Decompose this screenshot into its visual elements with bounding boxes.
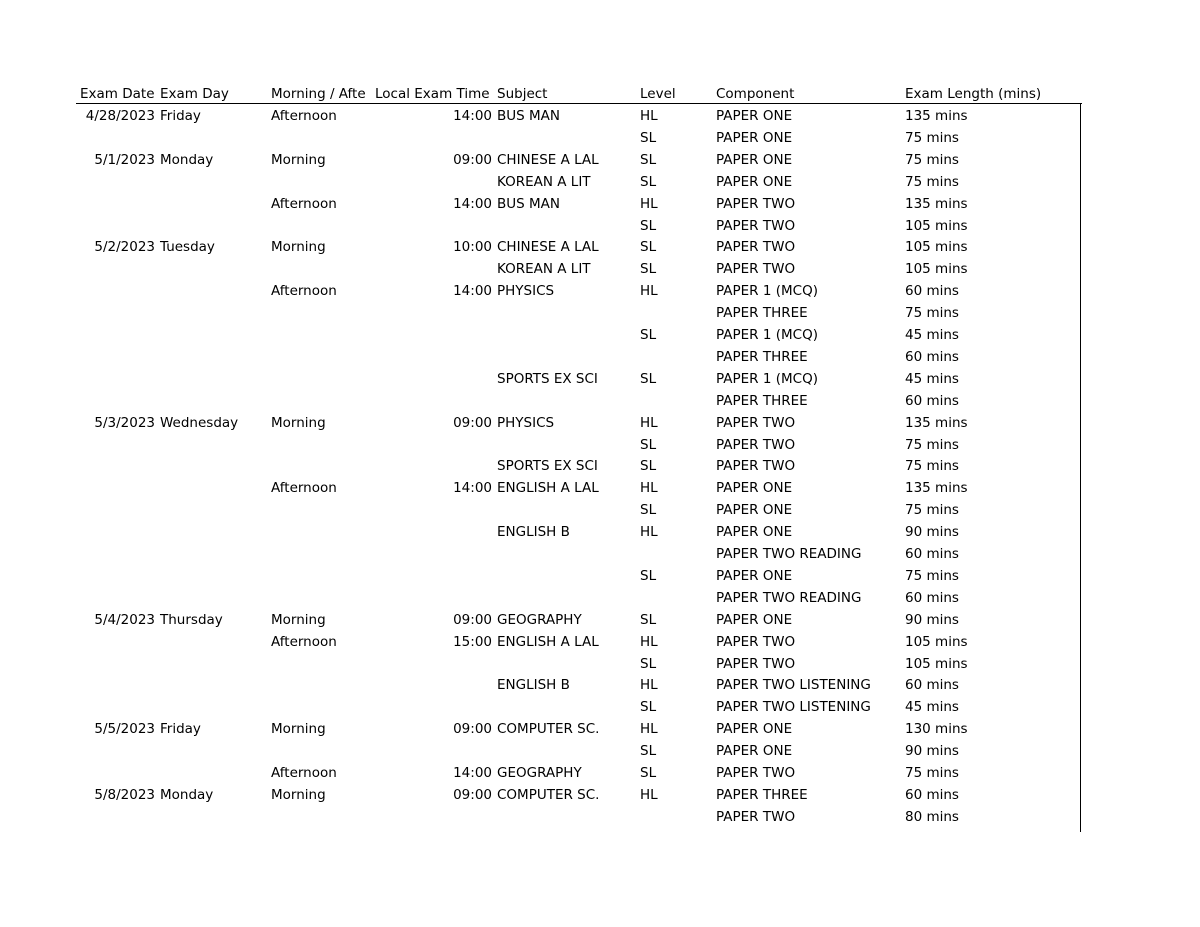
cell-level: SL (640, 327, 657, 343)
cell-component: PAPER ONE (716, 721, 793, 738)
cell-subject: GEOGRAPHY (497, 765, 582, 781)
cell-component: PAPER ONE (716, 129, 793, 146)
cell-exam-length: 60 mins (905, 283, 959, 300)
cell-session: Afternoon (271, 108, 337, 124)
cell-session: Morning (271, 239, 326, 256)
cell-session: Afternoon (271, 765, 337, 781)
cell-exam-date: 4/28/2023 (85, 108, 155, 124)
cell-level: SL (640, 370, 657, 387)
cell-level: HL (640, 195, 658, 212)
cell-component: PAPER TWO (716, 655, 796, 672)
cell-session: Morning (271, 721, 326, 738)
header-exam-date: Exam Date (80, 86, 155, 102)
cell-exam-date: 5/1/2023 (94, 151, 155, 168)
cell-component: PAPER TWO (716, 414, 796, 431)
cell-component: PAPER ONE (716, 611, 793, 628)
cell-level: SL (640, 655, 657, 672)
cell-session: Morning (271, 786, 326, 803)
cell-subject: BUS MAN (497, 195, 560, 212)
cell-exam-length: 105 mins (905, 239, 968, 256)
cell-level: SL (640, 129, 657, 146)
cell-level: SL (640, 458, 657, 475)
cell-component: PAPER ONE (716, 108, 793, 124)
cell-component: PAPER THREE (716, 348, 808, 365)
cell-level: SL (640, 173, 657, 190)
cell-subject: COMPUTER SC. (497, 721, 600, 738)
cell-level: HL (640, 480, 658, 497)
cell-subject: PHYSICS (497, 283, 555, 300)
cell-exam-length: 60 mins (905, 589, 959, 606)
cell-subject: COMPUTER SC. (497, 786, 600, 803)
cell-component: PAPER TWO LISTENING (716, 677, 871, 694)
header-exam-length: Exam Length (mins) (905, 86, 1042, 102)
cell-component: PAPER ONE (716, 567, 793, 584)
cell-component: PAPER TWO (716, 436, 796, 453)
cell-subject: SPORTS EX SCI (497, 458, 598, 475)
cell-level: HL (640, 108, 658, 124)
cell-session: Afternoon (271, 480, 337, 497)
cell-exam-length: 90 mins (905, 743, 959, 760)
cell-exam-length: 75 mins (905, 567, 959, 584)
cell-exam-length: 60 mins (905, 392, 959, 409)
cell-exam-length: 75 mins (905, 765, 959, 781)
cell-session: Morning (271, 611, 326, 628)
cell-exam-length: 45 mins (905, 327, 959, 343)
cell-subject: ENGLISH A LAL (497, 480, 599, 497)
cell-level: SL (640, 699, 657, 716)
cell-subject: CHINESE A LAL (497, 151, 599, 168)
cell-exam-length: 90 mins (905, 611, 959, 628)
cell-session: Afternoon (271, 633, 337, 650)
cell-local-time: 14:00 (453, 195, 492, 212)
cell-exam-length: 105 mins (905, 655, 968, 672)
cell-exam-length: 60 mins (905, 786, 959, 803)
cell-exam-length: 75 mins (905, 173, 959, 190)
cell-exam-length: 75 mins (905, 305, 959, 322)
cell-exam-day: Friday (160, 108, 201, 124)
cell-subject: BUS MAN (497, 108, 560, 124)
cell-component: PAPER ONE (716, 502, 793, 519)
cell-exam-date: 5/3/2023 (94, 414, 155, 431)
cell-exam-length: 75 mins (905, 151, 959, 168)
cell-exam-length: 135 mins (905, 108, 968, 124)
cell-exam-length: 105 mins (905, 633, 968, 650)
header-subject: Subject (497, 86, 548, 102)
cell-level: SL (640, 261, 657, 278)
cell-local-time: 15:00 (453, 633, 492, 650)
cell-local-time: 09:00 (453, 721, 492, 738)
cell-component: PAPER ONE (716, 173, 793, 190)
cell-exam-day: Friday (160, 721, 201, 738)
cell-subject: SPORTS EX SCI (497, 370, 598, 387)
cell-component: PAPER ONE (716, 151, 793, 168)
cell-session: Morning (271, 414, 326, 431)
header-level: Level (640, 86, 676, 102)
cell-exam-length: 45 mins (905, 370, 959, 387)
cell-component: PAPER 1 (MCQ) (716, 327, 818, 343)
cell-component: PAPER TWO READING (716, 546, 862, 562)
cell-exam-length: 80 mins (905, 808, 959, 825)
cell-exam-length: 60 mins (905, 348, 959, 365)
cell-subject: KOREAN A LIT (497, 261, 591, 278)
cell-exam-length: 105 mins (905, 217, 968, 234)
cell-subject: ENGLISH A LAL (497, 633, 599, 650)
cell-subject: ENGLISH B (497, 677, 570, 694)
cell-component: PAPER TWO (716, 195, 796, 212)
cell-exam-day: Monday (160, 151, 214, 168)
cell-exam-length: 135 mins (905, 195, 968, 212)
cell-subject: ENGLISH B (497, 524, 570, 541)
cell-subject: PHYSICS (497, 414, 555, 431)
cell-exam-length: 75 mins (905, 129, 959, 146)
cell-exam-day: Wednesday (160, 414, 239, 431)
cell-component: PAPER THREE (716, 786, 808, 803)
cell-level: HL (640, 786, 658, 803)
cell-component: PAPER 1 (MCQ) (716, 283, 818, 300)
cell-exam-length: 130 mins (905, 721, 968, 738)
cell-component: PAPER TWO (716, 261, 796, 278)
cell-exam-day: Thursday (160, 611, 223, 628)
header-bottom-border (76, 103, 1082, 104)
cell-exam-length: 75 mins (905, 502, 959, 519)
cell-exam-date: 5/5/2023 (94, 721, 155, 738)
cell-level: SL (640, 502, 657, 519)
cell-local-time: 14:00 (453, 480, 492, 497)
cell-exam-date: 5/8/2023 (94, 786, 155, 803)
cell-session: Afternoon (271, 195, 337, 212)
cell-level: SL (640, 151, 657, 168)
header-component: Component (716, 86, 795, 102)
cell-session: Afternoon (271, 283, 337, 300)
cell-subject: GEOGRAPHY (497, 611, 582, 628)
cell-session: Morning (271, 151, 326, 168)
cell-exam-length: 60 mins (905, 677, 959, 694)
cell-component: PAPER TWO (716, 239, 796, 256)
cell-level: SL (640, 765, 657, 781)
cell-level: SL (640, 743, 657, 760)
cell-local-time: 14:00 (453, 765, 492, 781)
cell-exam-length: 75 mins (905, 436, 959, 453)
cell-local-time: 14:00 (453, 108, 492, 124)
cell-component: PAPER TWO LISTENING (716, 699, 871, 716)
cell-component: PAPER TWO (716, 633, 796, 650)
cell-exam-day: Monday (160, 786, 214, 803)
cell-local-time: 14:00 (453, 283, 492, 300)
cell-exam-length: 45 mins (905, 699, 959, 716)
header-session: Morning / Afte (271, 86, 366, 102)
cell-level: HL (640, 414, 658, 431)
cell-level: SL (640, 567, 657, 584)
cell-local-time: 10:00 (453, 239, 492, 256)
cell-local-time: 09:00 (453, 611, 492, 628)
cell-component: PAPER THREE (716, 392, 808, 409)
header-exam-day: Exam Day (160, 86, 229, 102)
cell-local-time: 09:00 (453, 151, 492, 168)
cell-exam-length: 135 mins (905, 480, 968, 497)
header-local-time: Local Exam Time (375, 86, 490, 102)
cell-component: PAPER ONE (716, 743, 793, 760)
cell-level: HL (640, 283, 658, 300)
cell-exam-length: 60 mins (905, 546, 959, 562)
cell-level: HL (640, 677, 658, 694)
cell-component: PAPER TWO (716, 765, 796, 781)
cell-level: SL (640, 611, 657, 628)
cell-component: PAPER TWO (716, 217, 796, 234)
cell-component: PAPER TWO (716, 808, 796, 825)
cell-local-time: 09:00 (453, 414, 492, 431)
cell-component: PAPER ONE (716, 524, 793, 541)
cell-component: PAPER ONE (716, 480, 793, 497)
cell-component: PAPER TWO READING (716, 589, 862, 606)
cell-exam-length: 75 mins (905, 458, 959, 475)
cell-exam-day: Tuesday (160, 239, 215, 256)
cell-level: HL (640, 721, 658, 738)
cell-level: SL (640, 239, 657, 256)
cell-component: PAPER THREE (716, 305, 808, 322)
cell-exam-length: 105 mins (905, 261, 968, 278)
cell-level: SL (640, 436, 657, 453)
cell-exam-date: 5/4/2023 (94, 611, 155, 628)
cell-subject: KOREAN A LIT (497, 173, 591, 190)
cell-local-time: 09:00 (453, 786, 492, 803)
cell-exam-date: 5/2/2023 (94, 239, 155, 256)
cell-exam-length: 90 mins (905, 524, 959, 541)
cell-component: PAPER 1 (MCQ) (716, 370, 818, 387)
cell-subject: CHINESE A LAL (497, 239, 599, 256)
cell-level: SL (640, 217, 657, 234)
cell-level: HL (640, 633, 658, 650)
cell-level: HL (640, 524, 658, 541)
cell-component: PAPER TWO (716, 458, 796, 475)
cell-exam-length: 135 mins (905, 414, 968, 431)
table-right-border (1080, 103, 1081, 832)
